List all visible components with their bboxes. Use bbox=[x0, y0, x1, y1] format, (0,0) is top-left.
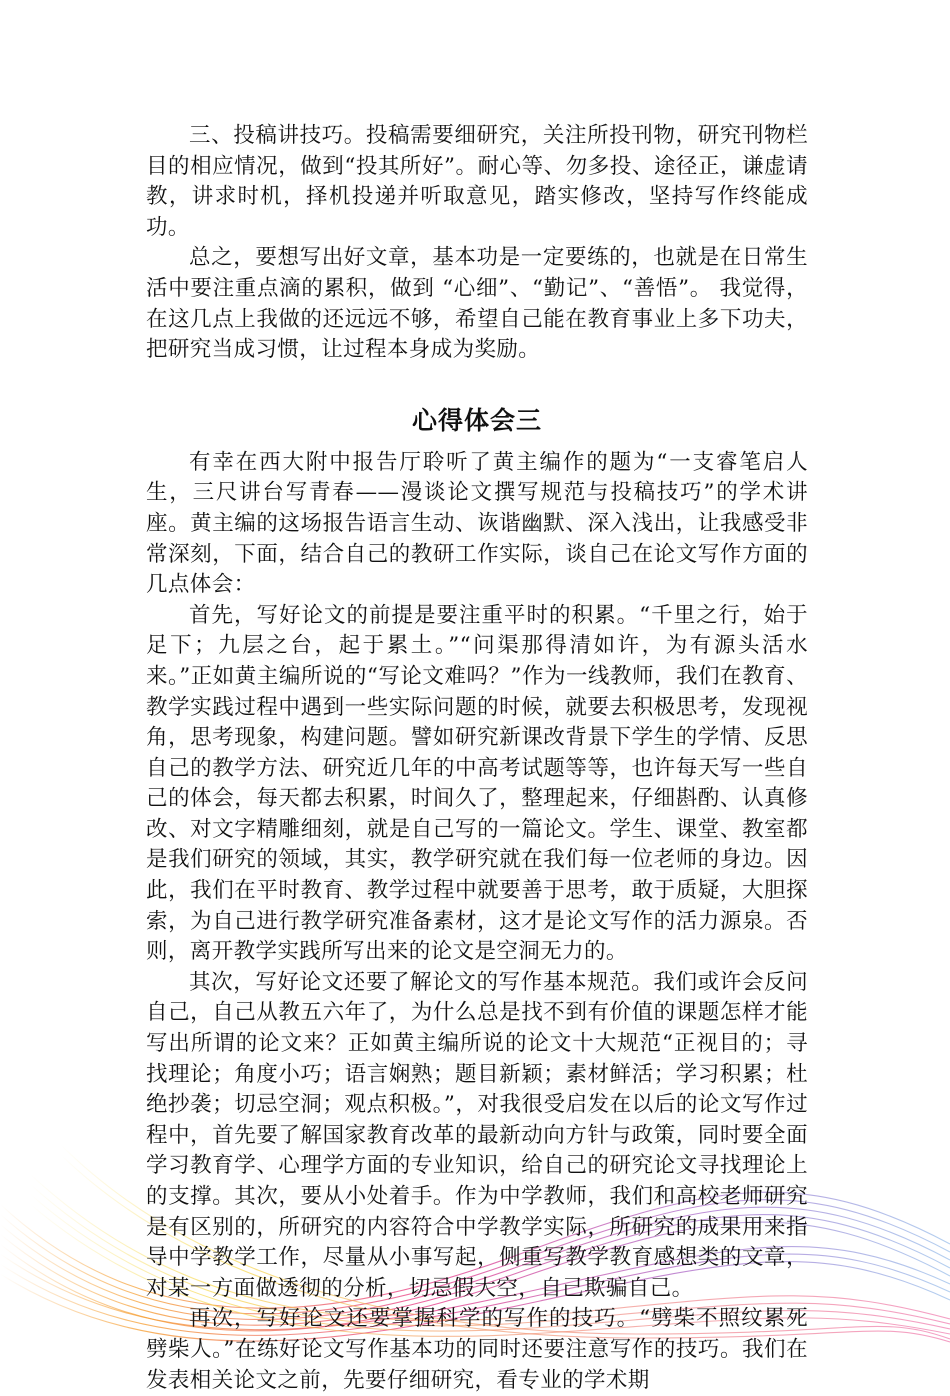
section-paragraph-3: 其次，写好论文还要了解论文的写作基本规范。我们或许会反问自己，自己从教五六年了，为什么总是找不到有价值的课题怎样才能写出所谓的论文来？正如黄主编所说的论文十大规范“正视目的；寻找理论；角度小巧；语言娴熟；题目新颖；素材鲜活；学习积累；杜绝抄袭；切忌空洞；观点积极。”，对我很受启发在以后的论文写作过程中，首先要了解国家教育改革的最新动向方针与政策，同时要全面学习教育学、心理学方面的专业知识，给自己的研究论文寻找理论上的支撑。其次，要从小处着手。作为中学教师，我们和高校老师研究是有区别的，所研究的内容符合中学教学实际，所研究的成果用来指导中学教学工作，尽量从小事写起，侧重写教学教育感想类的文章，对某一方面做透彻的分析，切忌假大空，自己欺骗自己。 bbox=[146, 969, 808, 1301]
intro-paragraph-1: 三、投稿讲技巧。投稿需要细研究，关注所投刊物，研究刊物栏目的相应情况，做到“投其所好”。耐心等、勿多投、途径正，谦虚请教，讲求时机，择机投递并听取意见，踏实修改，坚持写作终能成功。 bbox=[146, 123, 808, 240]
document-body bbox=[146, 121, 808, 1396]
section-title: 心得体会三 bbox=[411, 405, 542, 435]
intro-paragraph-2: 总之，要想写出好文章，基本功是一定要练的，也就是在日常生活中要注重点滴的累积，做到 “心细”、“勤记”、“善悟”。 我觉得，在这几点上我做的还远远不够，希望自己能在教育事业上多下功夫，把研究当成习惯，让过程本身成为奖励。 bbox=[146, 245, 808, 363]
section-paragraph-2: 首先，写好论文的前提是要注重平时的积累。“千里之行，始于足下；九层之台，起于累土。”“问渠那得清如许，为有源头活水来。”正如黄主编所说的“写论文难吗？”作为一线教师，我们在教育、教学实践过程中遇到一些实际问题的时候，就要去积极思考，发现视角，思考现象，构建问题。譬如研究新课改背景下学生的学情、反思自己的教学方法、研究近几年的中高考试题等等，也许每天写一些自己的体会，每天都去积累，时间久了，整理起来，仔细斟酌、认真修改、对文字精雕细刻，就是自己写的一篇论文。学生、课堂、教室都是我们研究的领域，其实，教学研究就在我们每一位老师的身边。因此，我们在平时教育、教学过程中就要善于思考，敢于质疑，大胆探索，为自己进行教学研究准备素材，这才是论文写作的活力源泉。否则，离开教学实践所写出来的论文是空洞无力的。 bbox=[146, 602, 808, 965]
section-paragraph-4: 再次，写好论文还要掌握科学的写作的技巧。“劈柴不照纹累死劈柴人。”在练好论文写作基本功的同时还要注意写作的技巧。我们在发表相关论文之前，先要仔细研究，看专业的学术期 bbox=[146, 1306, 808, 1393]
section-paragraph-1: 有幸在西大附中报告厅聆听了黄主编作的题为“一支睿笔启人生，三尺讲台写青春——漫谈论文撰写规范与投稿技巧”的学术讲座。黄主编的这场报告语言生动、诙谐幽默、深入浅出，让我感受非常深刻，下面，结合自己的教研工作实际，谈自己在论文写作方面的几点体会： bbox=[146, 449, 808, 598]
